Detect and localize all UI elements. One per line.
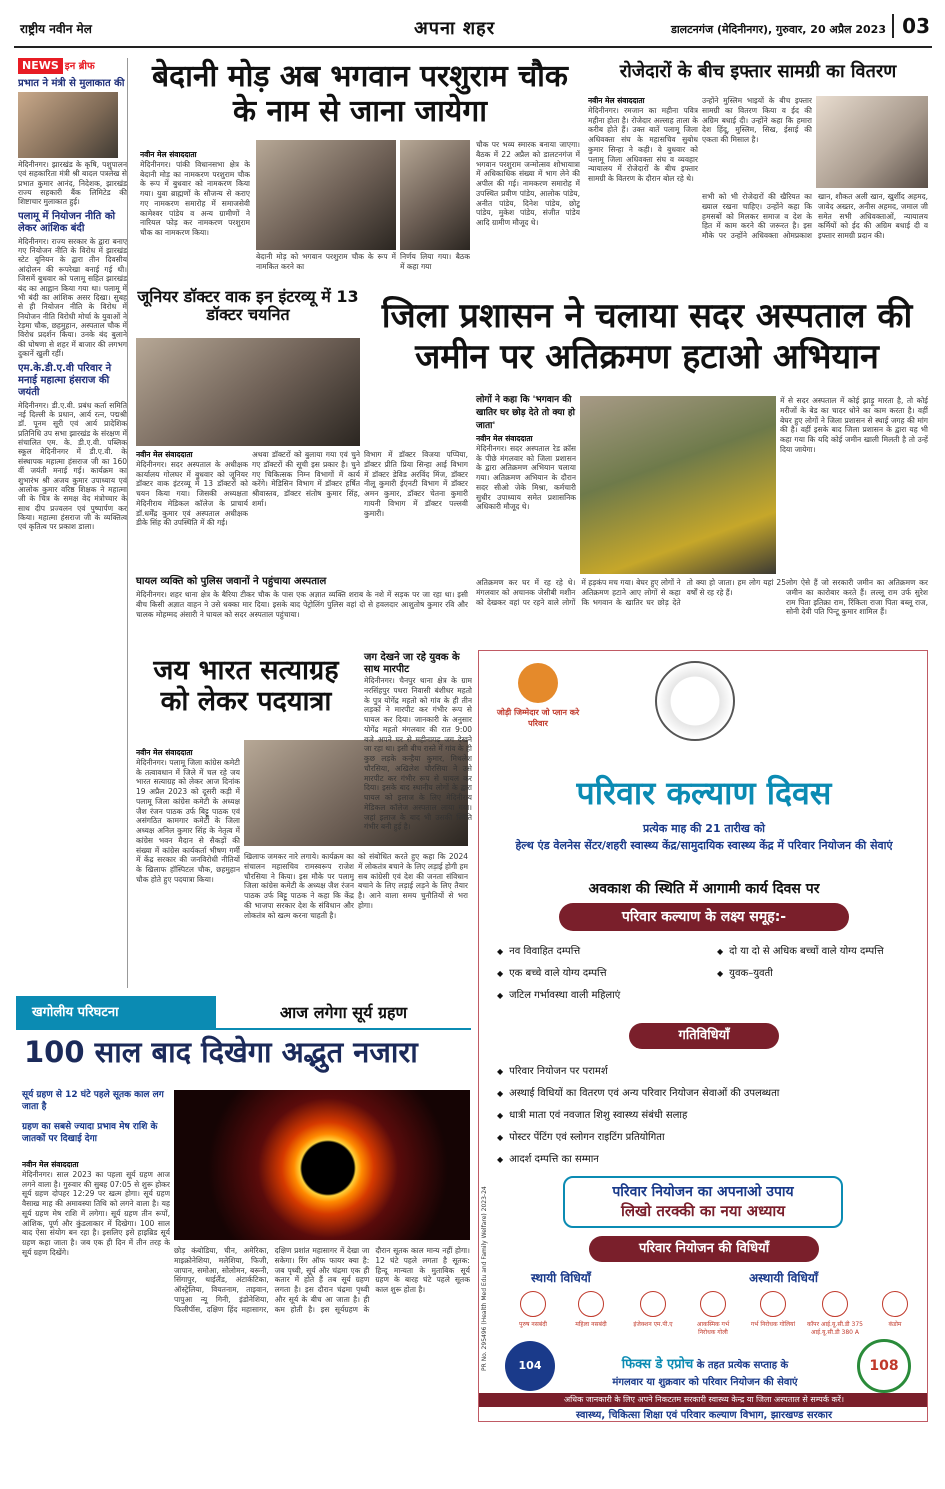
temporary-methods-label: अस्थायी विधियाँ [749, 1271, 818, 1285]
methods-title: परिवार नियोजन की विधियाँ [589, 1236, 819, 1262]
rename-photo-2 [400, 140, 470, 250]
method-pills [749, 1291, 797, 1328]
byline: नवीन मेल संवाददाता [588, 96, 645, 105]
family-welfare-advertisement [478, 650, 928, 1422]
activities-list [497, 1061, 917, 1171]
targets-title: परिवार कल्याण के लक्ष्य समूह:- [559, 903, 849, 931]
method-label: गर्भ निरोधक गोलियां [750, 1321, 796, 1328]
story-text: मेदिनीनगर। पांकी विधानसभा क्षेत्र के बेदानी मोड़ का नामकरण परशुराम चौक के रूप में बुधवार को नामकरण किया गया। युवा ब्राह्मणों के सौजन्य से कराए गए नामकरण समारोह में समाजसेवी कामेश्वर पांडेय व अन्य ग्रामीणों ने नारियल फोड़ कर नामकरण परशुराम चौक का नामकरण किया। [140, 159, 250, 237]
fixed-day-approach [575, 1355, 835, 1390]
byline: नवीन मेल संवाददाता [476, 434, 533, 443]
campaign-logo-text: जोड़ी जिम्मेदार जो प्लान करे परिवार [496, 708, 580, 728]
brief-photo [18, 92, 118, 158]
target-item: ◆ जटिल गर्भावस्था वाली महिलाएं [497, 987, 620, 1001]
male-icon [520, 1291, 546, 1317]
fix-day-title: फिक्स डे एप्रोच [621, 1357, 694, 1372]
byline: नवीन मेल संवाददाता [140, 150, 197, 159]
photo-caption: निर्णय लिया गया। बैठक में कहा गया [400, 252, 470, 271]
eclipse-tag-2: आज लगेगा सूर्य ग्रहण [216, 996, 471, 1030]
eclipse-headline: 100 साल बाद दिखेगा अद्भुत नजारा [24, 1035, 418, 1069]
rename-text [140, 150, 250, 278]
hospital-text-4: लोग ऐसे हैं जो सरकारी जमीन का अतिक्रमण कर जमीन का कारोबार करते हैं। लल्लू राम उर्फ सुरेश राम पिता इतिक्रा राम, रिंकिता राजा पिता बब्लू राज, सोनी देवी पति पिन्टू कुमार शामिल हैं। [786, 578, 928, 617]
padyatra-text-2: खिलाफ जमकर नारे लगाये। कार्यक्रम का संचालन महासचिव रामस्वरूप राजेश चौरसिया ने किया। इस मौके पर पलामू जिला कांग्रेस कमेटी के अध्यक्ष जैश रंजन पाठक उर्फ बिट्टू पाठक ने कहा कि केंद्र की भाजपा सरकार देश के संविधान और लोकतंत्र को खत्म करना चाहती है। [244, 852, 354, 920]
hospital-headline: जिला प्रशासन ने चलाया सदर अस्पताल की जमीन पर अतिक्रमण हटाओ अभियान [381, 296, 913, 377]
hospital-text-2: में से सदर अस्पताल में कोई झाड़ू मारता है, तो कोई मरीजों के बेड का चादर धोने का काम करता है। वहीं बेघर हुए लोगों ने जिला प्रशासन से स्थाई जगह की मांग की है। वहीं इसके बाद जिला प्रशासन के द्वारा यह भी कहा गया कि यदि कोई जमीन खाली मिलती है तो उन्हें दिया जायेगा। [780, 396, 928, 454]
padyatra-text [136, 748, 240, 986]
fix-day-text: के तहत प्रत्येक सप्ताह के [696, 1360, 789, 1371]
ad-contact-note: अधिक जानकारी के लिए अपने निकटतम सरकारी स्वास्थ्य केन्द्र या जिला अस्पताल से सम्पर्क करें। [479, 1393, 928, 1407]
female-icon [578, 1291, 604, 1317]
doctor-photo [136, 338, 360, 446]
eclipse-band [16, 996, 471, 1030]
brief-headline: प्रभात ने मंत्री से मुलाकात की [18, 77, 125, 89]
target-item: ◆ नव विवाहित दम्पत्ति [497, 943, 580, 957]
newspaper-logo: राष्ट्रीय नवीन मेल [20, 22, 92, 36]
iftar-headline: रोजेदारों के बीच इफ्तार सामग्री का वितरण [619, 61, 897, 82]
brief-headline: एम.के.डी.ए.वी परिवार ने मनाई महात्मा हंसराज की जयंती [18, 362, 112, 398]
pr-number: PR No. 295496 (Health Med Edu and Family Welfare) 2023-24 [481, 1186, 488, 1371]
helpline-104-badge: 104 [505, 1341, 555, 1391]
injured-text: मेदिनीनगर। शहर थाना क्षेत्र के बैरिया टीकर चौक के पास एक अज्ञात व्यक्ति शराब के नशे में सड़क पर जा रहा था। इसी बीच किसी अज्ञात वाहन ने उसे धक्का मार दिया। इसके बाद पेट्रोलिंग पुलिस वहां दो से हवलदार आशुतोष कुमार रवि और चालक मोहम्मद अंसारी ने घायल को सदर अस्पताल पहुंचाया। [136, 590, 468, 619]
method-label: कॉपर आई.यू.सी.डी 375 आई.यू.सी.डी 380 A [807, 1321, 863, 1336]
target-item: ◆ युवक–युवती [717, 965, 773, 979]
ad-title: परिवार कल्याण दिवस [576, 774, 832, 812]
activity-item: ◆ परिवार नियोजन पर परामर्श [497, 1061, 917, 1083]
activity-item: ◆ अस्थाई विधियों का वितरण एवं अन्य परिवार नियोजन सेवाओं की उपलब्धता [497, 1083, 917, 1105]
slogan-line-2: लिखो तरक्की का नया अध्याय [620, 1202, 786, 1220]
iftar-photo [816, 96, 928, 188]
story-text: मेदिनीनगर। पलामू जिला कांग्रेस कमेटी के तत्वावधान में जिले में चल रहे जय भारत सत्याग्रह को लेकर आज दिनांक 19 अप्रैल 2023 को दूसरी कड़ी में पलामू जिला कांग्रेस कमेटी के अध्यक्ष जैश रंजन पाठक उर्फ बिट्टू पाठक एवं असंगठित कामगार कमेटी के जिला अध्यक्ष अनिल कुमार सिंह के नेतृत्व में कांग्रेस भवन मैदान से सैकड़ों की संख्या में कांग्रेस कार्यकर्ता भीषण गर्मी में केंद्र सरकार की जनविरोधी नीतियों के खिलाफ हॉस्पिटल चौक, छहमुहान चौक होते हुए पदयात्रा किया। [136, 757, 240, 884]
eclipse-photo [174, 1090, 470, 1240]
doctor-text [136, 450, 248, 572]
brief-headline: पलामू में नियोजन नीति को लेकर आंशिक बंदी [18, 210, 116, 234]
method-male-sterilization [509, 1291, 557, 1328]
injection-icon [640, 1291, 666, 1317]
byline: नवीन मेल संवाददाता [136, 748, 193, 757]
method-label: आकस्मिक गर्भ निरोधक गोली [696, 1321, 730, 1336]
section-title: अपना शहर [414, 18, 496, 39]
ad-department: स्वास्थ्य, चिकित्सा शिक्षा एवं परिवार कल्याण विभाग, झारखण्ड सरकार [575, 1410, 833, 1421]
method-emergency-pill [689, 1291, 737, 1336]
fight-text: मेदिनीनगर। चैनपुर थाना क्षेत्र के ग्राम नरसिंहपुर पथरा निवासी बंशीधर महतो के पुत्र योगेंद्र महतो को गांव के ही तीन लड़कों ने मारपीट कर गंभीर रूप से घायल कर दिया। जानकारी के अनुसार योगेंद्र महतो मंगलवार की रात 9:00 बजे अपने घर से महीनागढ़ जग देखने जा रहा था। इसी बीच रास्ते में गांव के ही कुछ लड़के कन्हैया कुमार, मिथलेश चौरसिया, अखिलेश चौरसिया ने उसे मारपीट कर गंभीर रूप से घायल कर दिया। इसके बाद स्थानीय लोगों के द्वारा घायल को इलाज के लिए मेदिनीराय मेडिकल कॉलेज अस्पताल लाया गया। जहां इलाज के बाद भी उसकी स्थिति गंभीर बनी हुई है। [364, 676, 472, 832]
slogan-box [563, 1176, 843, 1228]
rename-text-continued: चौक पर भव्य स्मारक बनाया जाएगा। बैठक में 22 अप्रैल को डालटनगंज में भगवान परशुराम जन्मोत्सव शोभायात्रा में अधिकाधिक संख्या में भाग लेने की अपील की गई। नामकरण समारोह में उपस्थित प्रवीण पांडेय, आलोक पांडेय, अनीत पांडेय, दिनेश पांडेय, छोटू पांडेय, मुकेश पांडेय, संजीत पांडेय आदि ग्रामीण मौजूद थे। [476, 140, 580, 227]
hospital-photo [580, 396, 776, 574]
hospital-text-3: अतिक्रमण कर घर में रह रहे थे। मंगलवार को अचानक जेसीबी मशीन को देखकर वहां पर रहने वाले लोगों में हड़कंप मच गया। बेघर हुए लोगों ने अतिक्रमण हटाने आए लोगों से कहा कि भगवान के खातिर घर छोड़ देते तो क्या हो जाता। हम लोग यहां 25 वर्षों से रह रहे हैं। [476, 578, 786, 607]
story-text: मेदिनीनगर। साल 2023 का पहला सूर्य ग्रहण आज लगने वाला है। गुरुवार की सुबह 07:05 से शुरू होकर सूर्य ग्रहण दोपहर 12:29 पर खत्म होगा। सूर्य ग्रहण वैसाख माह की अमावस्या तिथि को लगने वाला है। यह सूर्य ग्रहण मेष राशि में लगेगा। सूर्य ग्रहण तीन रूपों, आंशिक, पूर्ण और कुंडलाकार में दिखेगा। 100 साल बाद ऐसा संयोग बन रहा है। इसलिए इसे हाइब्रिड सूर्य ग्रहण कहा जाता है। जब एक ही दिन में तीन तरह के सूर्य ग्रहण दिखेंगे। [22, 1169, 170, 1257]
news-tag: NEWS [18, 58, 63, 74]
family-icon [518, 663, 558, 703]
method-label: महिला नसबंदी [575, 1321, 607, 1328]
eclipse-tag: खगोलीय परिघटना [16, 996, 216, 1030]
brief-text: मेदिनीनगर। झारखंड के कृषि, पशुपालन एवं सहकारिता मंत्री श्री बादल पत्रलेख से प्रभात कुमार आनंद, निदेशक, झारखंड राज्य सहकारी बैंक लिमिटेड की शिष्टाचार मुलाकात हुई। [18, 159, 127, 207]
byline: नवीन मेल संवाददाता [136, 450, 193, 459]
ad-line-2: हेल्थ एंड वेलनेस सेंटर/शहरी स्वास्थ्य केंद्र/सामुदायिक स्वास्थ्य केंद्र में परिवार नियोजन की सेवाएं [515, 839, 893, 852]
methods-icons [509, 1291, 919, 1351]
byline: नवीन मेल संवाददाता [22, 1160, 79, 1169]
edition-date: डालटनगंज (मेदिनीनगर), गुरुवार, 20 अप्रैल 2023 [670, 23, 886, 36]
fight-headline: जग देखने जा रहे युवक के साथ मारपीट [364, 652, 460, 675]
copper-t-icon [822, 1291, 848, 1317]
doctor-text-2: अथवा डॉक्टरों को बुलाया गया एवं चुने गए डॉक्टरों की सूची इस प्रकार है। चुने गए चिकित्सक निम्न विभागों में कार्य करेंगे। मेडिसिन विभाग में डॉक्टर हर्षित श्रीवास्तव, डॉक्टर संतोष कुमार सिंह, शर्मा। [252, 450, 360, 508]
method-label: कंडोम [888, 1321, 902, 1328]
news-briefs-column [18, 58, 128, 988]
eclipse-subhead: सूर्य ग्रहण से 12 घंटे पहले सूतक काल लग जाता है [22, 1090, 164, 1112]
activity-item: ◆ आदर्श दम्पत्ति का सम्मान [497, 1149, 917, 1171]
photo-caption: बेदानी मोड़ को भगवान परशुराम चौक के रूप में नामकित करने का [256, 252, 396, 271]
permanent-methods-label: स्थायी विधियाँ [531, 1271, 591, 1285]
method-injection [629, 1291, 677, 1328]
page-number: 03 [892, 14, 930, 38]
injured-headline: घायल व्यक्ति को पुलिस जवानों ने पहुंचाया अस्पताल [136, 576, 327, 587]
iftar-text-2: उन्होंने मुस्लिम भाइयों के बीच इफ्तार सामग्री का वितरण किया व ईद की अग्रिम बधाई दी। उन्होंने कहा कि हमारा देश हिंदू, मुस्लिम, सिख, ईसाई की एकता की मिसाल है। [702, 96, 812, 144]
rename-headline: बेदानी मोड़ अब भगवान परशुराम चौक के नाम से जाना जायेगा [152, 59, 568, 129]
brief-text: मेदिनीनगर। राज्य सरकार के द्वारा बनाए गए नियोजन नीति के विरोध में झारखंड स्टेट यूनियन के द्वारा तीन दिवसीय आंदोलन की रूपरेखा बनाई गई थी। जिसमें बुधवार को पलामू सहित झारखंड बंद का आह्वान किया गया था। पलामू में भी बंदी का आंशिक असर दिखा। सुबह से ही नियोजन नीति के विरोध में नियोजन नीति विरोधी मोर्चा के युवाओं ने रेड़मा चौक, छहमुहान, अस्पताल चौक में विरोध प्रदर्शन किया। उनके बंद बुलाने की घोषणा से शहर में बाजार की लगभग दुकानें खुली रहीं। [18, 236, 127, 359]
activity-item: ◆ धात्री माता एवं नवजात शिशु स्वास्थ्य संबंधी सलाह [497, 1105, 917, 1127]
rename-photo [256, 140, 396, 250]
eclipse-text [22, 1160, 170, 1474]
target-item: ◆ दो या दो से अधिक बच्चों वाले योग्य दम्पत्ति [717, 943, 884, 957]
method-label: पुरुष नसबंदी [519, 1321, 547, 1328]
story-text: मेदिनीनगर। सदर अस्पताल रेड क्रॉस के पीछे मंगलवार को जिला प्रशासन के द्वारा अतिक्रमण अभियान चलाया गया। अतिक्रमण अभियान के दौरान सदर सीओ जेके मिश्रा, कर्मचारी सुधीर उपाध्याय समेत प्रशासनिक अधिकारी मौजूद थे। [476, 443, 576, 512]
eclipse-text-2: छोड़ कंबोडिया, चीन, अमेरिका, माइक्रोनेशिया, मलेशिया, फिजी, जापान, समोआ, सोलोमन, बरूनी, सिंगापुर, थाईलैंड, अंटार्कटिका, ऑस्ट्रेलिया, वियतनाम, ताइवान, पापुआ न्यू गिनी, इंडोनेशिया, फिलीपींस, दक्षिण हिंद महासागर, दक्षिण प्रशांत महासागर में देखा जा सकेगा। रिंग ऑफ फायर क्या है: जब पृथ्वी, सूर्य और चंद्रमा एक ही कतार में होते हैं तब सूर्य ग्रहण लगता है। इस दौरान चंद्रमा पृथ्वी और सूर्य के बीच आ जाता है। ही कम होती है। इस सूर्यग्रहण के दौरान सूतक काल मान्य नहीं होगा। 12 घंटे पहले लगता है सूतक: हिन्दू मान्यता के मुताबिक सूर्य ग्रहण के बारह घंटे पहले सूतक काल शुरू होता है। [174, 1246, 470, 1314]
method-condom [871, 1291, 919, 1328]
iftar-text-3: सभी को भी रोजेदारों की खैरियत का ख्याल रखना चाहिए। उन्होंने कहा कि हमसबों को मिलकर समाज व देश के हित में काम करने की जरूरत है। इस मौके पर उन्होंने अधिवक्ता ओमप्रकाश खान, शौकत अली खान, खुर्शीद अहमद, जावेद अख्तर, अनीस अहमद, जमाल जी समेत सभी अधिवक्ताओं, न्यायालय कर्मियों को ईद की अग्रिम बधाई दी व इफ्तार सामग्री प्रदान की। [702, 192, 928, 240]
slogan-line-1: परिवार नियोजन का अपनाओ उपाय [612, 1184, 794, 1200]
ad-line-1: प्रत्येक माह की 21 तारीख को [642, 822, 766, 835]
method-iucd [805, 1291, 865, 1336]
iftar-text [588, 96, 698, 274]
doctor-text-3: विभाग में डॉक्टर विजया पप्पिया, डॉक्टर प्रीति प्रिया सिन्हा आई विभाग में डॉक्टर डेविड अरविंद मिंज, डॉक्टर नीलू कुमारी ईएनटी विभाग में डॉक्टर अमन कुमार, डॉक्टर चेतना कुमारी गायनी विभाग में डॉक्टर पल्लवी कुमारी। [364, 450, 468, 518]
brief-text: मेदिनीनगर। डी.ए.वी. प्रबंध कर्ता समिति नई दिल्ली के प्रधान, आर्य रत्न, पद्मश्री डॉ. पूनम सूरी एवं आर्य प्रादेशिक प्रतिनिधि उप सभा झारखंड के संरक्षण में संचालित एम. के. डी.ए.वी. पब्लिक स्कूल मेदिनीनगर में डी.ए.वी. के संस्थापक महात्मा हंसराज जी का 160 वीं जयंती मनाई गई। कार्यक्रम का शुभारंभ श्री अजय कुमार उपाध्याय एवं आलोक कुमार वरिष्ठ शिक्षक ने महात्मा जी के चित्र के समक्ष वेद मंत्रोच्चार के साथ दीप प्रज्वलन एवं पुष्पार्पण कर किया। महात्मा हंसराज जी के व्यक्तित्व एवं कृतित्व पर प्रकाश डाला। [18, 400, 127, 532]
story-text: मेदिनीनगर। सदर अस्पताल के अधीक्षक कार्यालय गोलघर में बुधवार को जूनियर डॉक्टर वाक इंटरव्यू में 13 डॉक्टरों को चयन किया गया। जिसकी अध्यक्षता मेदिनीराय मेडिकल कॉलेज के प्राचार्य डॉ.धर्मेंद्र कुमार एवं अस्पताल अधीक्षक डीके सिंह की उपस्थिति में की गई। [136, 459, 248, 528]
condom-icon [882, 1291, 908, 1317]
method-female-sterilization [567, 1291, 615, 1328]
padyatra-headline: जय भारत सत्याग्रह को लेकर पदयात्रा [153, 655, 339, 718]
padyatra-text-3: को संबोधित करते हुए कहा कि 2024 में लोकतंत्र बचाने के लिए लड़ाई होगी हम सब कांग्रेसी एवं देश की जनता संविधान बचाने के लिए लड़ाई लड़ने के लिए तैयार है। आने वाला समय चुनौतियों से भरा होगा। [358, 852, 468, 910]
jharkhand-emblem-icon [655, 661, 735, 741]
eclipse-subhead-2: ग्रहण का सबसे ज्यादा प्रभाव मेष राशि के जातकों पर दिखाई देगा [22, 1122, 158, 1144]
activity-item: ◆ पोस्टर पेंटिंग एवं स्लोगन राइटिंग प्रतियोगिता [497, 1127, 917, 1149]
fix-day-text-2: मंगलवार या शुक्रवार को परिवार नियोजन की सेवाएं [612, 1376, 798, 1388]
story-text: मेदिनीनगर। रमजान का महीना पवित्र महीना होता है। रोजेदार अल्लाह ताला के करीब होते हैं। उक्त बातें पलामू जिला अधिवक्ता संघ के महासचिव सुबोध कुमार सिन्हा ने कही। वे बुधवार को पलामू जिला अधिवक्ता संघ व व्यवहार न्यायालय में रोजेदारों के बीच इफ्तार सामग्री के वितरण के दौरान बोल रहे थे। [588, 105, 698, 183]
masthead [14, 14, 932, 48]
ambulance-108-badge: 108 [857, 1339, 911, 1393]
pill-pack-icon [760, 1291, 786, 1317]
method-label: इंजेक्शन एम.पी.ए [633, 1321, 673, 1328]
target-item: ◆ एक बच्चे वाले योग्य दम्पत्ति [497, 965, 607, 979]
pill-icon [700, 1291, 726, 1317]
hospital-text [476, 434, 576, 584]
activities-title: गतिविधियाँ [629, 1023, 779, 1049]
campaign-logo [493, 663, 583, 729]
hospital-subheadline: लोगों ने कहा कि 'भगवान की खातिर घर छोड़ देते तो क्या हो जाता' [476, 395, 575, 431]
doctor-headline: जूनियर डॉक्टर वाक इन इंटरव्यू में 13 डॉक्टर चयनित [137, 287, 359, 325]
news-tag-sub: इन ब्रीफ [64, 61, 95, 72]
ad-line-3: अवकाश की स्थिति में आगामी कार्य दिवस पर [588, 881, 820, 897]
